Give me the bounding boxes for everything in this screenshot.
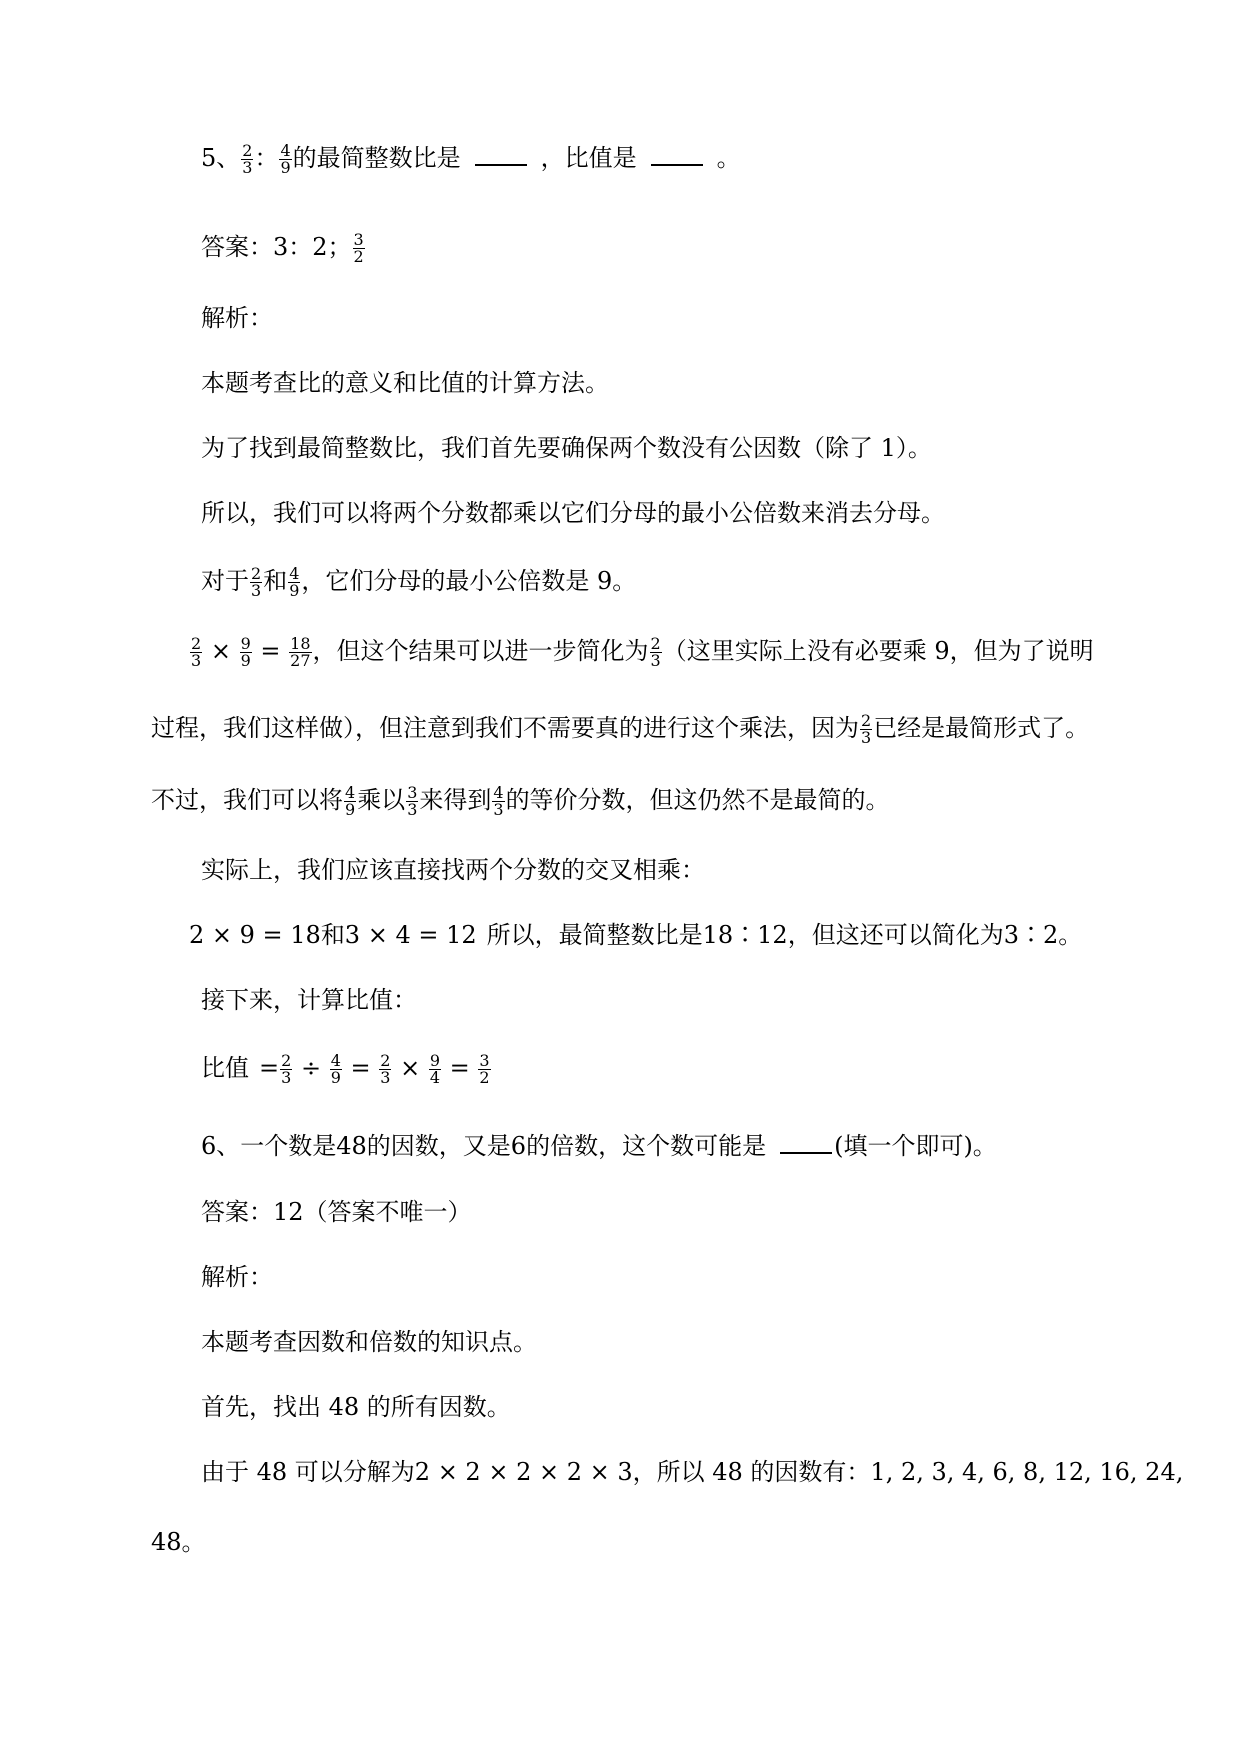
q5-analysis-line: 接下来，计算比值： xyxy=(201,986,417,1014)
q6-answer: 答案：12（答案不唯一） xyxy=(201,1198,472,1226)
fraction: $\frac{4}{9}$ xyxy=(330,1051,341,1087)
q5-ratio-formula: 比值 = $\frac{2}{3}$ ÷ $\frac{4}{9}$ = $\frac{2}{3}$ × $\frac{9}{4}$ = $\frac{3}{2}$ xyxy=(201,1051,490,1087)
fraction: $\frac{2}{3}$ xyxy=(191,634,202,670)
fraction: $\frac{2}{3}$ xyxy=(650,634,661,670)
fraction: $\frac{2}{3}$ xyxy=(242,141,253,177)
q5-analysis-line: 不过，我们可以将 $\frac{4}{9}$ 乘以 $\frac{3}{3}$ 来得到 $\frac{4}{3}$ 的等价分数，但这仍然不是最简的。 xyxy=(151,783,890,819)
fraction: $\frac{2}{3}$ xyxy=(380,1051,391,1087)
q5-analysis-line: 实际上，我们应该直接找两个分数的交叉相乘： xyxy=(201,856,705,884)
q5-analysis-line: $\frac{2}{3}$ × $\frac{9}{9}$ = $\frac{18}{27}$ ，但这个结果可以进一步简化为 $\frac{2}{3}$ （这里实际上没有必要乘 9，但为了说明 xyxy=(191,634,1094,670)
q5-answer: 答案：3：2； $\frac{3}{2}$ xyxy=(201,230,364,266)
q5-question: 5、 $\frac{2}{3}$ ： $\frac{4}{9}$ 的最简整数比是 ，比值是 。 xyxy=(201,141,741,177)
q5-number: 5、 xyxy=(201,144,241,172)
q5-analysis-line: 所以，我们可以将两个分数都乘以它们分母的最小公倍数来消去分母。 xyxy=(201,499,945,527)
fraction: $\frac{4}{9}$ xyxy=(280,141,291,177)
fraction: $\frac{2}{3}$ xyxy=(251,564,262,600)
fraction: $\frac{2}{3}$ xyxy=(861,711,872,747)
answer-blank xyxy=(651,142,703,166)
fraction: $\frac{4}{9}$ xyxy=(345,783,356,819)
q6-analysis-line: 首先，找出 48 的所有因数。 xyxy=(201,1393,511,1421)
q6-analysis-line: 48。 xyxy=(151,1528,206,1556)
q6-analysis-line: 由于 48 可以分解为2 × 2 × 2 × 2 × 3，所以 48 的因数有：1, 2, 3, 4, 6, 8, 12, 16, 24, xyxy=(201,1458,1184,1486)
fraction: $\frac{9}{9}$ xyxy=(240,634,251,670)
fraction: $\frac{2}{3}$ xyxy=(281,1051,292,1087)
fraction: $\frac{9}{4}$ xyxy=(429,1051,441,1087)
q6-analysis-label: 解析： xyxy=(201,1263,273,1291)
fraction: $\frac{3}{3}$ xyxy=(407,783,418,819)
q5-analysis-line: 对于 $\frac{2}{3}$ 和 $\frac{4}{9}$ ，它们分母的最小公倍数是 9。 xyxy=(201,564,637,600)
q6-question: 6、一个数是48的因数，又是6的倍数，这个数可能是 (填一个即可)。 xyxy=(201,1132,997,1160)
fraction: $\frac{3}{2}$ xyxy=(353,230,364,266)
fraction: $\frac{4}{9}$ xyxy=(289,564,300,600)
fraction: $\frac{4}{3}$ xyxy=(493,783,504,819)
answer-blank xyxy=(780,1130,832,1154)
q5-analysis-line: 为了找到最简整数比，我们首先要确保两个数没有公因数（除了 1）。 xyxy=(201,434,932,462)
q6-analysis-line: 本题考查因数和倍数的知识点。 xyxy=(201,1328,537,1356)
q5-analysis-label: 解析： xyxy=(201,304,273,332)
q5-analysis-line: 2 × 9 = 18和3 × 4 = 12 所以，最简整数比是18∶12，但这还可以简化为3∶2。 xyxy=(189,921,1083,949)
fraction: $\frac{18}{27}$ xyxy=(290,634,311,670)
fraction: $\frac{3}{2}$ xyxy=(479,1051,490,1087)
q5-analysis-line: 过程，我们这样做），但注意到我们不需要真的进行这个乘法，因为 $\frac{2}{3}$ 已经是最简形式了。 xyxy=(151,711,1090,747)
answer-blank xyxy=(475,142,527,166)
q5-analysis-line: 本题考查比的意义和比值的计算方法。 xyxy=(201,369,609,397)
